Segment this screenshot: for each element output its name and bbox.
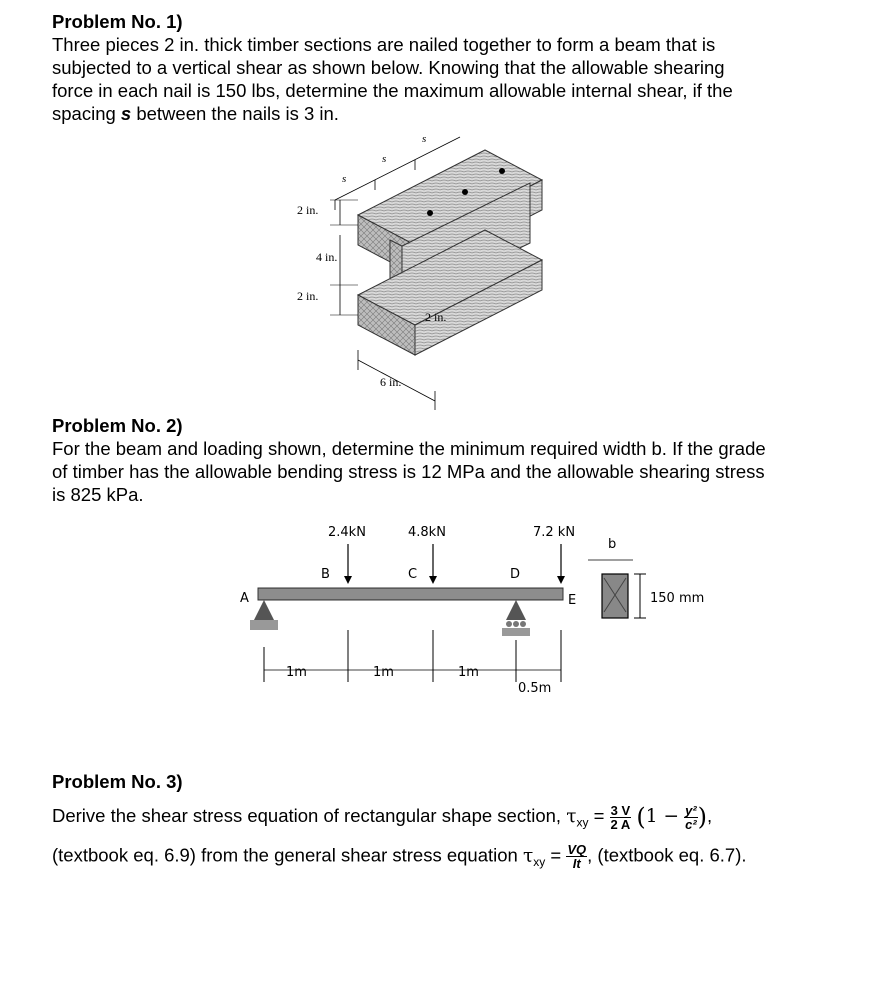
- dim-top-flange: 2 in.: [297, 203, 319, 217]
- spacing-symbol: s: [120, 103, 132, 124]
- problem-2: [52, 414, 852, 506]
- span-2: 1m: [373, 665, 394, 680]
- problem-3-title: Problem No. 3): [52, 771, 183, 792]
- problem-2-title: Problem No. 2): [52, 415, 183, 436]
- span-3: 1m: [458, 665, 479, 680]
- problem-1-line-4: spacing s between the nails is 3 in.: [52, 103, 339, 124]
- point-e: E: [568, 593, 577, 608]
- width-b-label: b: [608, 537, 617, 552]
- problem-3-title-block: [52, 770, 852, 793]
- problem-1-line-1: Three pieces 2 in. thick timber sections are nailed together to form a beam that is: [52, 34, 716, 55]
- dim-flange-width: 6 in.: [380, 375, 402, 389]
- dim-bottom-flange: 2 in.: [297, 289, 319, 303]
- load-label-1: 2.4kN: [328, 525, 366, 540]
- beam-loading-figure: [228, 512, 728, 702]
- problem-1-line-2: subjected to a vertical shear as shown below. Knowing that the allowable shearing: [52, 57, 725, 78]
- point-b: B: [321, 567, 330, 582]
- problem-2-line-3: is 825 kPa.: [52, 484, 144, 505]
- load-label-2: 4.8kN: [408, 525, 446, 540]
- timber-beam-figure: [280, 125, 610, 410]
- dim-web-height: 4 in.: [316, 250, 338, 264]
- point-a: A: [240, 591, 249, 606]
- problem-2-line-2: of timber has the allowable bending stress is 12 MPa and the allowable shearing stress: [52, 461, 765, 482]
- spacing-label-1: s: [342, 173, 347, 185]
- problem-3-line-1: Derive the shear stress equation of rectangular shape section, $\tau_{xy}$ = $\frac{3 V}{2 A}$ (1 − $\frac{\text{y²}}{\text{c²}}$ ),: [52, 802, 713, 832]
- point-d: D: [510, 567, 521, 582]
- problem-1: [52, 10, 852, 125]
- section-height: 150 mm: [650, 591, 705, 606]
- problem-1-title: Problem No. 1): [52, 11, 183, 32]
- point-c: C: [408, 567, 418, 582]
- eq1-fraction: $\frac{3 V}{2 A}$: [610, 802, 631, 832]
- eq2-fraction: $\frac{VQ}{It}$: [567, 842, 587, 871]
- dim-web-thickness: 2 in.: [425, 310, 447, 324]
- overhang-length: 0.5m: [518, 681, 552, 696]
- problem-3-line-2: (textbook eq. 6.9) from the general shear stress equation $\tau_{xy}$ = $\frac{VQ}{It}$ , (textbook eq. 6.7).: [52, 842, 747, 871]
- span-1: 1m: [286, 665, 307, 680]
- eq1-y-fraction: $\frac{\text{y²}}{\text{c²}}$: [685, 802, 697, 832]
- spacing-label-2: s: [382, 153, 387, 165]
- load-label-3: 7.2 kN: [533, 525, 576, 540]
- spacing-label-3: s: [422, 133, 427, 145]
- problem-2-line-1: For the beam and loading shown, determine the minimum required width b. If the grade: [52, 438, 766, 459]
- problem-1-line-3: force in each nail is 150 lbs, determine the maximum allowable internal shear, if the: [52, 80, 733, 101]
